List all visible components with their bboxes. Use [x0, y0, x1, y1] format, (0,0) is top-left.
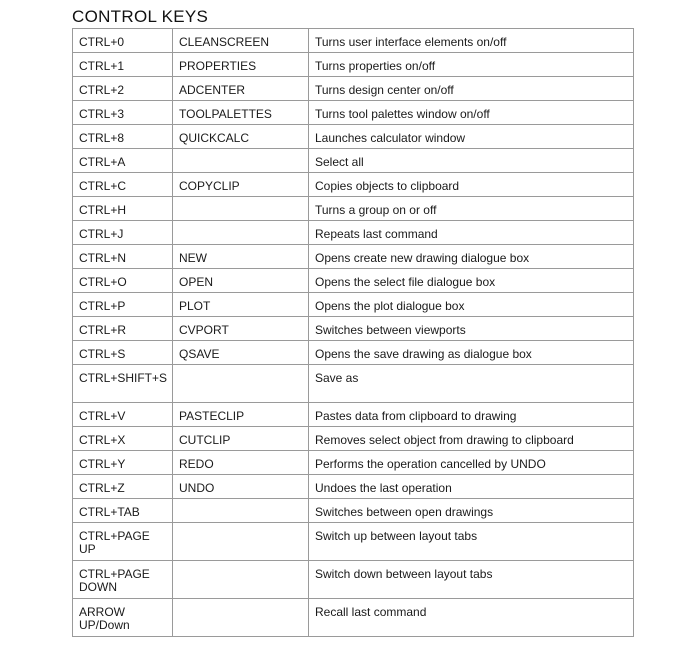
key-text: CTRL+0: [79, 35, 125, 49]
description-cell: [309, 53, 634, 77]
description-cell: [309, 599, 634, 637]
description-text: Opens the plot dialogue box: [315, 299, 465, 313]
description-text: Pastes data from clipboard to drawing: [315, 409, 517, 423]
table-row: [73, 77, 634, 101]
key-cell: [73, 523, 173, 561]
table-row: [73, 29, 634, 53]
command-cell: [173, 101, 309, 125]
control-keys-table-body: [73, 29, 634, 637]
key-text: CTRL+Z: [79, 481, 125, 495]
command-text: [179, 561, 302, 568]
key-text: CTRL+SHIFT+S: [79, 371, 168, 385]
command-cell: [173, 77, 309, 101]
description-text: Opens create new drawing dialogue box: [315, 251, 530, 265]
key-cell: [73, 221, 173, 245]
key-text: CTRL+C: [79, 179, 127, 193]
table-row: [73, 125, 634, 149]
table-row: [73, 451, 634, 475]
key-cell: [73, 293, 173, 317]
table-row: [73, 523, 634, 561]
command-text: ADCENTER: [179, 83, 246, 97]
description-text: Repeats last command: [315, 227, 438, 241]
description-cell: [309, 125, 634, 149]
description-text: Save as: [315, 371, 359, 385]
description-cell: [309, 149, 634, 173]
table-row: [73, 293, 634, 317]
description-cell: [309, 523, 634, 561]
description-cell: [309, 475, 634, 499]
command-text: QUICKCALC: [179, 131, 250, 145]
command-cell: [173, 427, 309, 451]
description-text: Launches calculator window: [315, 131, 466, 145]
table-row: [73, 499, 634, 523]
table-row: [73, 245, 634, 269]
command-cell: [173, 269, 309, 293]
key-text: CTRL+J: [79, 227, 124, 241]
key-text: CTRL+O: [79, 275, 127, 289]
command-cell: [173, 125, 309, 149]
table-row: [73, 403, 634, 427]
key-text: CTRL+PAGE DOWN: [79, 567, 150, 594]
command-text: [179, 599, 302, 606]
key-cell: [73, 561, 173, 599]
description-cell: [309, 173, 634, 197]
table-row: [73, 197, 634, 221]
key-cell: [73, 599, 173, 637]
command-text: UNDO: [179, 481, 215, 495]
command-cell: [173, 197, 309, 221]
description-text: Opens the select file dialogue box: [315, 275, 496, 289]
table-row: [73, 365, 634, 403]
key-cell: [73, 101, 173, 125]
table-row: [73, 221, 634, 245]
command-text: QSAVE: [179, 347, 220, 361]
command-cell: [173, 149, 309, 173]
description-text: Copies objects to clipboard: [315, 179, 460, 193]
command-text: PASTECLIP: [179, 409, 245, 423]
key-cell: [73, 365, 173, 403]
command-cell: [173, 475, 309, 499]
command-cell: [173, 451, 309, 475]
key-text: CTRL+V: [79, 409, 126, 423]
description-cell: [309, 245, 634, 269]
key-text: ARROW UP/Down: [79, 605, 130, 632]
description-cell: [309, 341, 634, 365]
description-cell: [309, 403, 634, 427]
command-text: REDO: [179, 457, 214, 471]
key-cell: [73, 475, 173, 499]
command-cell: [173, 245, 309, 269]
table-row: [73, 341, 634, 365]
key-text: CTRL+R: [79, 323, 127, 337]
key-cell: [73, 197, 173, 221]
control-keys-table: [72, 28, 634, 637]
table-row: [73, 53, 634, 77]
description-text: Performs the operation cancelled by UNDO: [315, 457, 546, 471]
description-text: Removes select object from drawing to clipboard: [315, 433, 574, 447]
description-text: Select all: [315, 155, 364, 169]
command-text: CLEANSCREEN: [179, 35, 270, 49]
table-row: [73, 317, 634, 341]
table-row: [73, 427, 634, 451]
command-text: COPYCLIP: [179, 179, 240, 193]
key-cell: [73, 245, 173, 269]
description-cell: [309, 561, 634, 599]
key-cell: [73, 149, 173, 173]
table-row: [73, 561, 634, 599]
command-cell: [173, 599, 309, 637]
command-cell: [173, 53, 309, 77]
key-cell: [73, 77, 173, 101]
key-text: CTRL+S: [79, 347, 126, 361]
key-cell: [73, 29, 173, 53]
command-text: [179, 221, 302, 228]
key-cell: [73, 499, 173, 523]
key-text: CTRL+H: [79, 203, 127, 217]
command-cell: [173, 221, 309, 245]
command-text: [179, 149, 302, 156]
description-cell: [309, 101, 634, 125]
key-cell: [73, 341, 173, 365]
description-text: Switch up between layout tabs: [315, 529, 478, 543]
table-row: [73, 475, 634, 499]
key-text: CTRL+8: [79, 131, 125, 145]
description-cell: [309, 221, 634, 245]
command-text: CUTCLIP: [179, 433, 231, 447]
command-text: OPEN: [179, 275, 214, 289]
description-cell: [309, 427, 634, 451]
description-cell: [309, 29, 634, 53]
description-cell: [309, 499, 634, 523]
command-text: [179, 197, 302, 204]
description-cell: [309, 77, 634, 101]
table-row: [73, 149, 634, 173]
description-text: Undoes the last operation: [315, 481, 452, 495]
key-text: CTRL+Y: [79, 457, 126, 471]
description-text: Switches between open drawings: [315, 505, 494, 519]
description-cell: [309, 451, 634, 475]
command-cell: [173, 523, 309, 561]
key-text: CTRL+P: [79, 299, 126, 313]
command-cell: [173, 317, 309, 341]
command-text: [179, 365, 302, 372]
key-text: CTRL+1: [79, 59, 125, 73]
description-text: Turns user interface elements on/off: [315, 35, 507, 49]
page-title: CONTROL KEYS: [72, 7, 209, 26]
command-cell: [173, 173, 309, 197]
table-row: [73, 269, 634, 293]
key-text: CTRL+N: [79, 251, 127, 265]
description-cell: [309, 269, 634, 293]
table-row: [73, 101, 634, 125]
key-text: CTRL+2: [79, 83, 125, 97]
command-cell: [173, 365, 309, 403]
description-text: Switches between viewports: [315, 323, 466, 337]
key-text: CTRL+PAGE UP: [79, 529, 150, 556]
key-cell: [73, 53, 173, 77]
table-row: [73, 173, 634, 197]
description-text: Recall last command: [315, 605, 427, 619]
command-text: PLOT: [179, 299, 211, 313]
description-cell: [309, 293, 634, 317]
key-cell: [73, 427, 173, 451]
key-cell: [73, 317, 173, 341]
key-cell: [73, 269, 173, 293]
description-cell: [309, 365, 634, 403]
command-text: NEW: [179, 251, 207, 265]
description-text: Turns tool palettes window on/off: [315, 107, 490, 121]
key-cell: [73, 125, 173, 149]
description-cell: [309, 317, 634, 341]
description-text: Opens the save drawing as dialogue box: [315, 347, 532, 361]
key-cell: [73, 403, 173, 427]
key-text: CTRL+3: [79, 107, 125, 121]
command-cell: [173, 499, 309, 523]
command-cell: [173, 29, 309, 53]
key-text: CTRL+X: [79, 433, 126, 447]
command-cell: [173, 341, 309, 365]
description-cell: [309, 197, 634, 221]
description-text: Turns a group on or off: [315, 203, 437, 217]
key-text: CTRL+TAB: [79, 505, 140, 519]
command-text: TOOLPALETTES: [179, 107, 272, 121]
command-cell: [173, 293, 309, 317]
key-text: CTRL+A: [79, 155, 126, 169]
description-text: Switch down between layout tabs: [315, 567, 493, 581]
table-row: [73, 599, 634, 637]
description-text: Turns properties on/off: [315, 59, 436, 73]
key-cell: [73, 451, 173, 475]
command-text: PROPERTIES: [179, 59, 257, 73]
key-cell: [73, 173, 173, 197]
command-text: [179, 499, 302, 506]
command-text: CVPORT: [179, 323, 229, 337]
command-text: [179, 523, 302, 530]
description-text: Turns design center on/off: [315, 83, 454, 97]
command-cell: [173, 561, 309, 599]
command-cell: [173, 403, 309, 427]
